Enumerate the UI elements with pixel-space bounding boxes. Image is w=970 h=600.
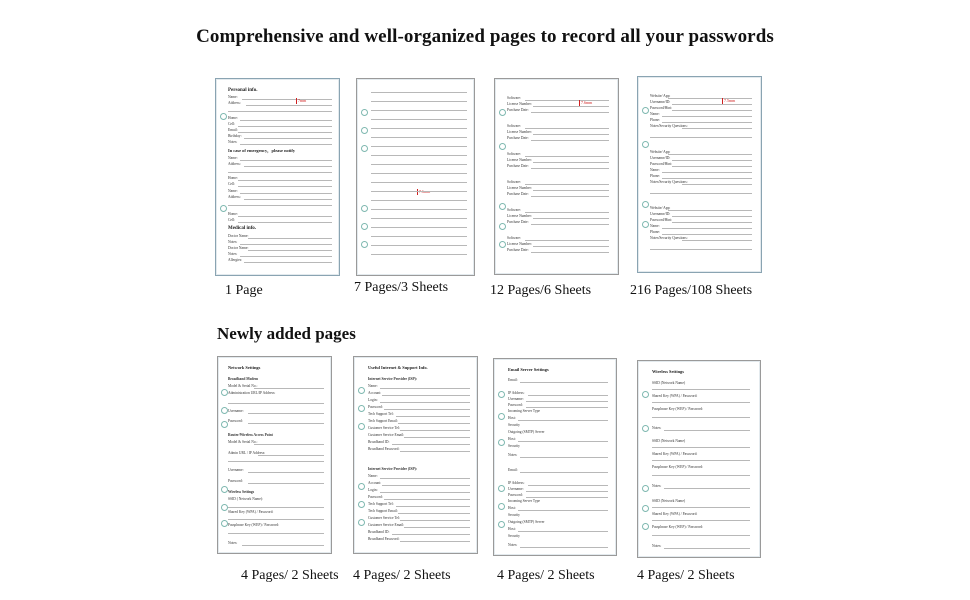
caption-wireless-pages: 4 Pages/ 2 Sheets: [637, 568, 735, 583]
field-label: Notes:: [228, 140, 238, 144]
field-label: Cell:: [228, 122, 235, 126]
field-label: Password:: [508, 493, 523, 497]
field-label: Birthday:: [228, 134, 242, 138]
field-label: Allergies:: [228, 258, 243, 262]
field-label: SSID (Network Name): [652, 499, 686, 503]
field-label: Notes:: [652, 426, 662, 430]
field-label: Security: [508, 423, 520, 427]
field-label: Shared Key (WPA) / Password:: [652, 394, 698, 398]
field-label: Login:: [368, 398, 378, 402]
field-label: Shared Key (WPA) / Password:: [652, 512, 698, 516]
section-heading-personal: Personal info.: [228, 88, 258, 93]
field-label: Passphrase Key (WEP) / Password:: [652, 465, 704, 469]
field-label: Email:: [508, 378, 518, 382]
field-label: Software:: [507, 96, 521, 100]
field-label: Name:: [228, 156, 238, 160]
field-label: Notes:: [228, 240, 238, 244]
field-label: Name:: [650, 112, 660, 116]
field-label: Name:: [368, 384, 378, 388]
field-label: Customer Service Email:: [368, 523, 405, 527]
field-label: Username/ID:: [650, 212, 671, 216]
field-label: Notes/Security Questions:: [650, 180, 688, 184]
field-label: Model & Serial No.:: [228, 384, 258, 388]
field-label: IP Address:: [508, 391, 525, 395]
field-label: Phone:: [650, 230, 660, 234]
field-label: Security: [508, 513, 520, 517]
field-label: Host:: [508, 437, 516, 441]
section-heading-medical: Medical info.: [228, 226, 257, 231]
section-title-newly-added: Newly added pages: [217, 324, 356, 343]
field-label: Cell:: [228, 182, 235, 186]
sample-page-lined: [356, 78, 475, 276]
field-label: Internet Service Provider (ISP):: [368, 377, 418, 381]
caption-network-pages: 4 Pages/ 2 Sheets: [241, 568, 339, 583]
field-label: Password/Hint:: [650, 106, 673, 110]
field-label: Home:: [228, 212, 238, 216]
field-label: Broadband ID:: [368, 530, 390, 534]
field-label: Purchase Date:: [507, 220, 529, 224]
field-label: Password:: [368, 495, 383, 499]
field-label: Name:: [228, 95, 238, 99]
section-heading-emergency: In case of emergency，please notify: [228, 148, 296, 153]
field-label: Purchase Date:: [507, 108, 529, 112]
field-label: Username/ID:: [650, 100, 671, 104]
field-label: IP Address:: [508, 481, 525, 485]
field-label: Username/ID:: [650, 156, 671, 160]
field-label: Phone:: [650, 174, 660, 178]
field-label: License Number:: [507, 186, 532, 190]
field-label: Tech Support Tel:: [368, 502, 394, 506]
sample-page-software: [494, 78, 619, 275]
field-label: Passphrase Key (WEP) / Password:: [652, 407, 704, 411]
field-label: License Number:: [507, 158, 532, 162]
caption-email-pages: 4 Pages/ 2 Sheets: [497, 568, 595, 583]
field-label: Shared Key (WPA) / Password:: [228, 510, 274, 514]
field-label: Outgoing (SMTP) Server: [508, 520, 545, 524]
field-label: Customer Service Email:: [368, 433, 405, 437]
field-label: Email:: [228, 128, 238, 132]
field-label: Security: [508, 444, 520, 448]
sample-page-website: [637, 76, 762, 273]
field-label: Email:: [508, 468, 518, 472]
field-label: Password:: [228, 419, 243, 423]
page-heading: Email Server Settings: [508, 367, 549, 372]
field-label: Doctor Name:: [228, 234, 249, 238]
field-label: Administration URL/IP Address:: [228, 391, 276, 395]
field-label: Outgoing (SMTP) Server: [508, 430, 545, 434]
field-label: Admin URL / IP Address:: [228, 451, 266, 455]
field-label: Notes/Security Questions:: [650, 236, 688, 240]
caption-isp-pages: 4 Pages/ 2 Sheets: [353, 568, 451, 583]
field-label: Purchase Date:: [507, 192, 529, 196]
field-label: License Number:: [507, 242, 532, 246]
field-label: Purchase Date:: [507, 248, 529, 252]
field-label: Cell:: [228, 218, 235, 222]
field-label: Passphrase Key (WEP) / Password:: [652, 525, 704, 529]
size-mark: 7.6mm: [419, 189, 431, 194]
field-label: Broadband Modem: [228, 377, 258, 381]
field-label: Username:: [228, 409, 244, 413]
size-mark: 7.6mm: [581, 100, 593, 105]
field-label: Passphrase Key (WEP) / Password:: [228, 523, 280, 527]
field-label: Username:: [508, 487, 524, 491]
field-label: Name:: [228, 189, 238, 193]
field-label: Address:: [228, 195, 241, 199]
field-label: Host:: [508, 416, 516, 420]
field-label: Notes:: [652, 484, 662, 488]
caption-12-pages: 12 Pages/6 Sheets: [490, 283, 592, 298]
caption-1-page: 1 Page: [225, 283, 263, 298]
field-label: Broadband Password:: [368, 537, 400, 541]
field-label: Shared Key (WPA) / Password:: [652, 452, 698, 456]
field-label: Password:: [508, 403, 523, 407]
caption-216-pages: 216 Pages/108 Sheets: [630, 283, 753, 298]
field-label: Home:: [228, 116, 238, 120]
caption-7-pages: 7 Pages/3 Sheets: [354, 280, 449, 295]
field-label: Login:: [368, 488, 378, 492]
field-label: Phone:: [650, 118, 660, 122]
field-label: Home:: [228, 176, 238, 180]
field-label: Software:: [507, 152, 521, 156]
size-mark: 7.5mm: [724, 98, 736, 103]
field-label: Password/Hint:: [650, 218, 673, 222]
field-label: Internet Service Provider (ISP):: [368, 467, 418, 471]
field-label: Wireless Settings: [228, 490, 255, 494]
field-label: Account:: [368, 391, 382, 395]
field-label: Username:: [228, 468, 244, 472]
field-label: Notes:: [228, 252, 238, 256]
field-label: Purchase Date:: [507, 136, 529, 140]
field-label: Model & Serial No.:: [228, 440, 258, 444]
field-label: Tech Support Tel:: [368, 412, 394, 416]
field-label: Username:: [508, 397, 524, 401]
field-label: Host:: [508, 506, 516, 510]
page-heading: Wireless Settings: [652, 369, 684, 374]
field-label: Customer Service Tel:: [368, 516, 401, 520]
field-label: Broadband Password:: [368, 447, 400, 451]
field-label: Notes:: [508, 543, 518, 547]
field-label: Security: [508, 534, 520, 538]
field-label: Address:: [228, 162, 241, 166]
field-label: Notes/Security Questions:: [650, 124, 688, 128]
field-label: Name:: [650, 168, 660, 172]
sample-page-wireless-settings: [637, 360, 761, 558]
field-label: SSID (Network Name): [652, 381, 686, 385]
field-label: Router/Wireless Access Point: [228, 433, 273, 437]
field-label: Account:: [368, 481, 382, 485]
field-label: License Number:: [507, 214, 532, 218]
field-label: Password/Hint:: [650, 162, 673, 166]
field-label: Password:: [228, 479, 243, 483]
page-heading: Network Settings: [228, 365, 261, 370]
field-label: Notes:: [228, 541, 238, 545]
field-label: Name:: [650, 224, 660, 228]
field-label: Website/ App:: [650, 94, 671, 98]
field-label: Broadband ID:: [368, 440, 390, 444]
field-label: Customer Service Tel:: [368, 426, 401, 430]
field-label: Software:: [507, 208, 521, 212]
field-label: Purchase Date:: [507, 164, 529, 168]
field-label: License Number:: [507, 102, 532, 106]
field-label: Software:: [507, 124, 521, 128]
field-label: License Number:: [507, 130, 532, 134]
sample-page-personal-info: [215, 78, 340, 276]
sample-page-isp-info: [353, 356, 478, 554]
field-label: Password:: [368, 405, 383, 409]
field-label: Doctor Name:: [228, 246, 249, 250]
page-title: Comprehensive and well-organized pages to record all your passwords: [196, 26, 774, 47]
size-mark: 7mm: [298, 98, 307, 103]
field-label: Address:: [228, 101, 241, 105]
page-heading: Useful Internet & Support Info.: [368, 365, 428, 370]
field-label: Tech Support Email:: [368, 419, 398, 423]
sample-page-email-server: [493, 358, 617, 556]
field-label: Name:: [368, 474, 378, 478]
sample-page-network-settings: [217, 356, 332, 554]
field-label: Incoming Server Type: [508, 499, 541, 503]
field-label: Software:: [507, 236, 521, 240]
field-label: Website/ App:: [650, 150, 671, 154]
field-label: Website/ App:: [650, 206, 671, 210]
field-label: Notes:: [508, 453, 518, 457]
field-label: Notes:: [652, 544, 662, 548]
field-label: Tech Support Email:: [368, 509, 398, 513]
field-label: Incoming Server Type: [508, 409, 541, 413]
field-label: SSID ( Network Name):: [228, 497, 264, 501]
field-label: SSID (Network Name): [652, 439, 686, 443]
field-label: Host:: [508, 527, 516, 531]
field-label: Software:: [507, 180, 521, 184]
